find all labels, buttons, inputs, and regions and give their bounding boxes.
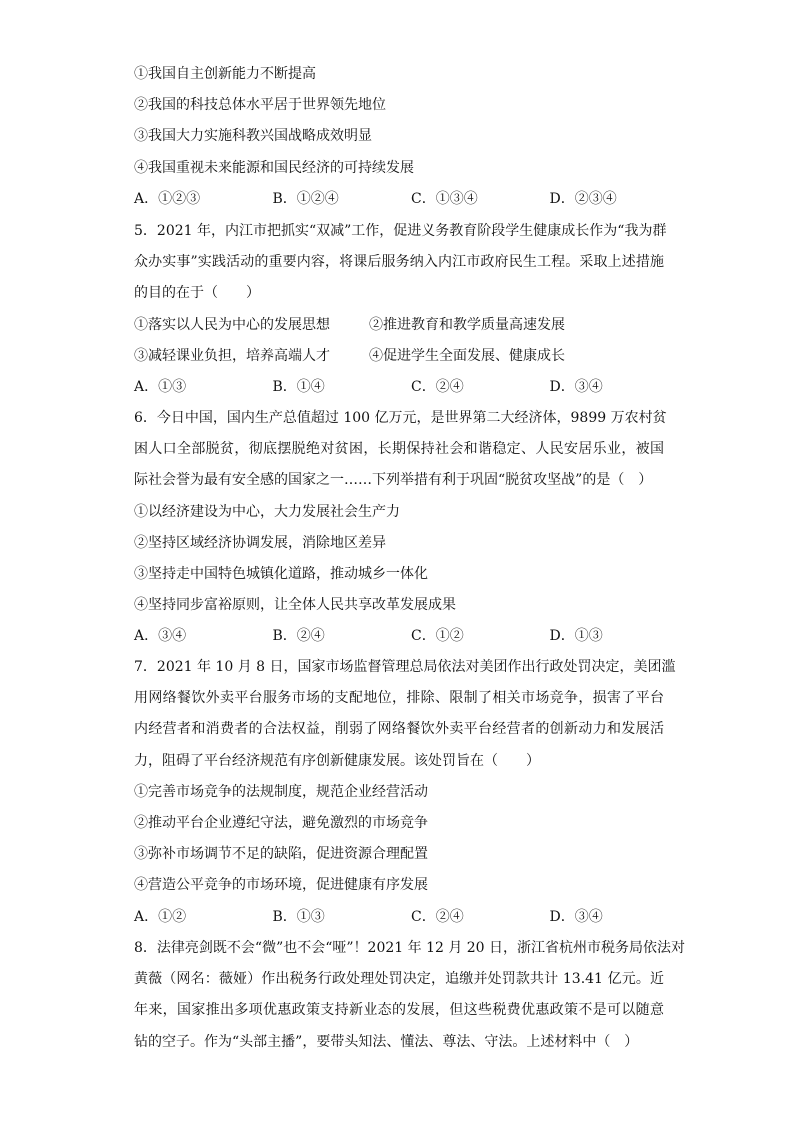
q7-item-3: ③弥补市场调节不足的缺陷，促进资源合理配置: [134, 846, 428, 863]
q5-item-4: ④促进学生全面发展、健康成长: [369, 347, 565, 364]
q5-option-b: B．①④: [272, 378, 325, 395]
q8-stem-line-4: 钻的空子。作为“头部主播”，要带头知法、懂法、尊法、守法。上述材料中（ ）: [134, 1033, 639, 1050]
q7-option-c: C．②④: [411, 908, 464, 925]
q5-options: [134, 372, 664, 403]
q6-option-a: A．③④: [134, 628, 187, 645]
question-4-block: [134, 59, 664, 215]
q6-stem-line-2: 困人口全部脱贫，彻底摆脱绝对贫困，长期保持社会和谐稳定、人民安居乐业，被国: [134, 441, 664, 458]
q8-stem-line-1: 8．法律亮剑既不会“微”也不会“哑”！2021 年 12 月 20 日，浙江省杭州市税务局依法对: [134, 940, 686, 956]
q6-option-c: C．①②: [411, 628, 464, 645]
q5-option-a: A．①③: [134, 378, 187, 395]
q5-item-2: ②推进教育和教学质量高速发展: [369, 316, 565, 333]
question-7-block: [134, 652, 676, 933]
q7-option-b: B．①③: [272, 908, 325, 925]
q4-item-2: ②我国的科技总体水平居于世界领先地位: [134, 97, 386, 114]
q4-item-3: ③我国大力实施科教兴国战略成效明显: [134, 128, 372, 145]
q5-stem-line-3: 的目的在于（ ）: [134, 285, 260, 302]
q6-options: [134, 621, 664, 652]
q6-item-4: ④坚持同步富裕原则，让全体人民共享改革发展成果: [134, 597, 456, 614]
q7-option-d: D．③④: [549, 908, 603, 925]
q6-item-3: ③坚持走中国特色城镇化道路，推动城乡一体化: [134, 565, 428, 582]
q6-option-d: D．①③: [549, 628, 603, 645]
q6-option-b: B．②④: [272, 628, 325, 645]
q5-stem-line-2: 众办实事”实践活动的重要内容，将课后服务纳入内江市政府民生工程。采取上述措施: [134, 254, 664, 271]
q7-stem-line-3: 内经营者和消费者的合法权益，削弱了网络餐饮外卖平台经营者的创新动力和发展活: [134, 721, 664, 738]
q4-item-4: ④我国重视未来能源和国民经济的可持续发展: [134, 159, 414, 176]
q5-item-1: ①落实以人民为中心的发展思想: [134, 316, 330, 333]
q7-item-4: ④营造公平竞争的市场环境，促进健康有序发展: [134, 877, 428, 894]
q7-item-2: ②推动平台企业遵纪守法，避免激烈的市场竞争: [134, 814, 428, 831]
q7-stem-line-4: 力，阻碍了平台经济规范有序创新健康发展。该处罚旨在（ ）: [134, 752, 540, 769]
q4-option-a: A．①②③: [134, 190, 201, 207]
q5-items-row-1: [134, 310, 664, 341]
question-8-block: [134, 933, 686, 1058]
q4-item-1: ①我国自主创新能力不断提高: [134, 66, 316, 82]
q4-option-b: B．①②④: [272, 190, 339, 207]
q7-stem-line-2: 用网络餐饮外卖平台服务市场的支配地位，排除、限制了相关市场竞争，损害了平台: [134, 690, 664, 707]
q7-stem-line-1: 7．2021 年 10 月 8 日，国家市场监督管理总局依法对美团作出行政处罚决定，美团滥: [134, 659, 676, 675]
q6-stem-line-1: 6．今日中国，国内生产总值超过 100 亿万元，是世界第二大经济体，9899 万农村贫: [134, 410, 667, 426]
q6-stem-line-3: 际社会誉为最有安全感的国家之一……下列举措有利于巩固“脱贫攻坚战”的是（ ）: [134, 472, 653, 489]
question-5-block: [134, 216, 667, 403]
q5-option-c: C．②④: [411, 378, 464, 395]
q7-options: [134, 902, 664, 933]
q6-item-1: ①以经济建设为中心，大力发展社会生产力: [134, 503, 400, 520]
question-6-block: [134, 403, 667, 653]
q4-option-d: D．②③④: [549, 190, 617, 207]
q7-option-a: A．①②: [134, 908, 187, 925]
q6-item-2: ②坚持区域经济协调发展，消除地区差异: [134, 534, 386, 551]
q5-option-d: D．③④: [549, 378, 603, 395]
q5-stem-line-1: 5．2021 年，内江市把抓实“双减”工作，促进义务教育阶段学生健康成长作为“我为群: [134, 223, 667, 239]
q5-items-row-2: [134, 341, 664, 372]
q4-options: [134, 184, 664, 215]
q8-stem-line-2: 黄薇（网名：薇娅）作出税务行政处理处罚决定，追缴并处罚款共计 13.41 亿元。近: [134, 971, 664, 988]
q4-option-c: C．①③④: [411, 190, 478, 207]
q7-item-1: ①完善市场竞争的法规制度，规范企业经营活动: [134, 783, 428, 800]
q8-stem-line-3: 年来，国家推出多项优惠政策支持新业态的发展，但这些税费优惠政策不是可以随意: [134, 1002, 664, 1019]
q5-item-3: ③减轻课业负担，培养高端人才: [134, 347, 330, 364]
